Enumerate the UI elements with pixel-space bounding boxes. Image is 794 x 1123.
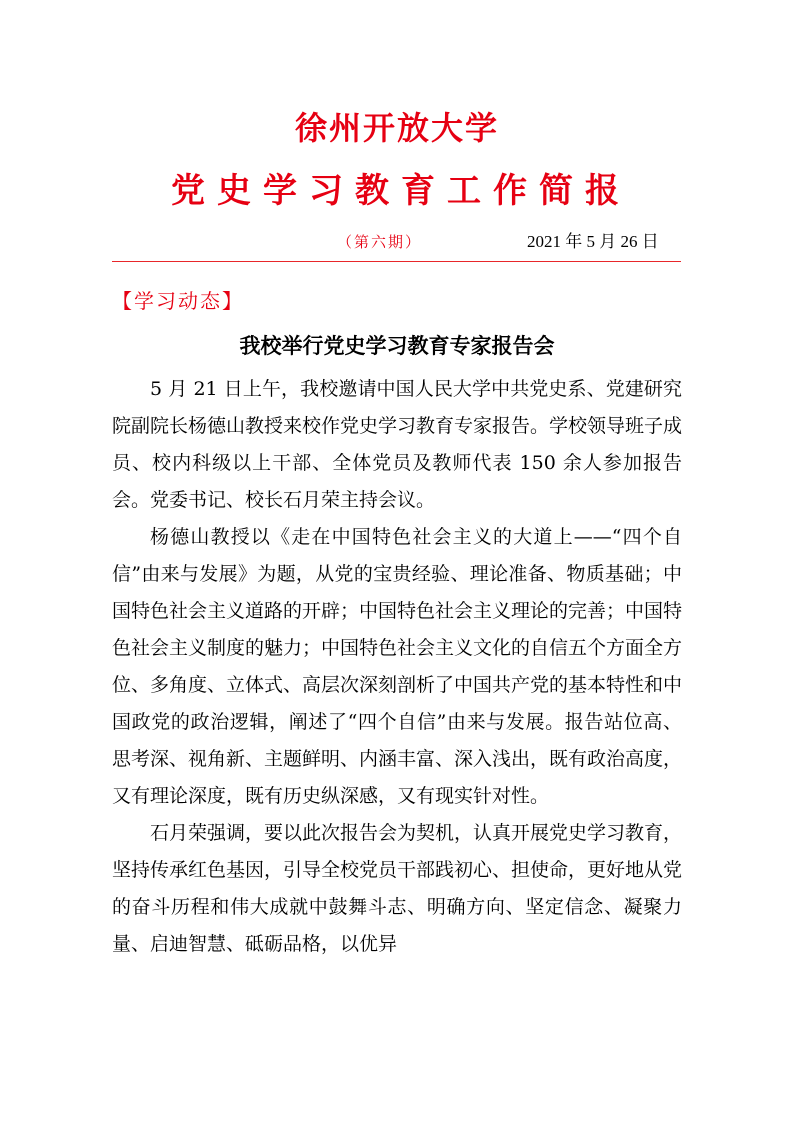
publish-date: 2021 年 5 月 26 日 bbox=[527, 232, 659, 251]
section-label: 【学习动态】 bbox=[112, 289, 244, 313]
header-divider bbox=[112, 261, 681, 262]
article-body bbox=[112, 371, 682, 963]
bulletin-title: 党史学习教育工作简报 bbox=[171, 171, 631, 211]
paragraph-1: 5 月 21 日上午，我校邀请中国人民大学中共党史系、党建研究院副院长杨德山教授来校作党史学习教育专家报告。学校领导班子成员、校内科级以上干部、全体党员及教师代表 150 余人参加报告会。党委书记、校长石月荣主持会议。 bbox=[112, 378, 683, 511]
paragraph-3: 石月荣强调，要以此次报告会为契机，认真开展党史学习教育，坚持传承红色基因，引导全校党员干部践初心、担使命，更好地从党的奋斗历程和伟大成就中鼓舞斗志、明确方向、坚定信念、凝聚力量、启迪智慧、砥砺品格，以优异 bbox=[112, 822, 683, 955]
issue-number: （第六期） bbox=[337, 233, 423, 251]
paragraph-2: 杨德山教授以《走在中国特色社会主义的大道上——“四个自信”由来与发展》为题，从党的宝贵经验、理论准备、物质基础；中国特色社会主义道路的开辟；中国特色社会主义理论的完善；中国特色社会主义制度的魅力；中国特色社会主义文化的自信五个方面全方位、多角度、立体式、高层次深刻剖析了中国共产党的基本特性和中国政党的政治逻辑，阐述了“四个自信”由来与发展。报告站位高、思考深、视角新、主题鲜明、内涵丰富、深入浅出，既有政治高度，又有理论深度，既有历史纵深感，又有现实针对性。 bbox=[112, 526, 683, 807]
article-headline: 我校举行党史学习教育专家报告会 bbox=[239, 333, 555, 358]
institution-title: 徐州开放大学 bbox=[294, 109, 499, 147]
